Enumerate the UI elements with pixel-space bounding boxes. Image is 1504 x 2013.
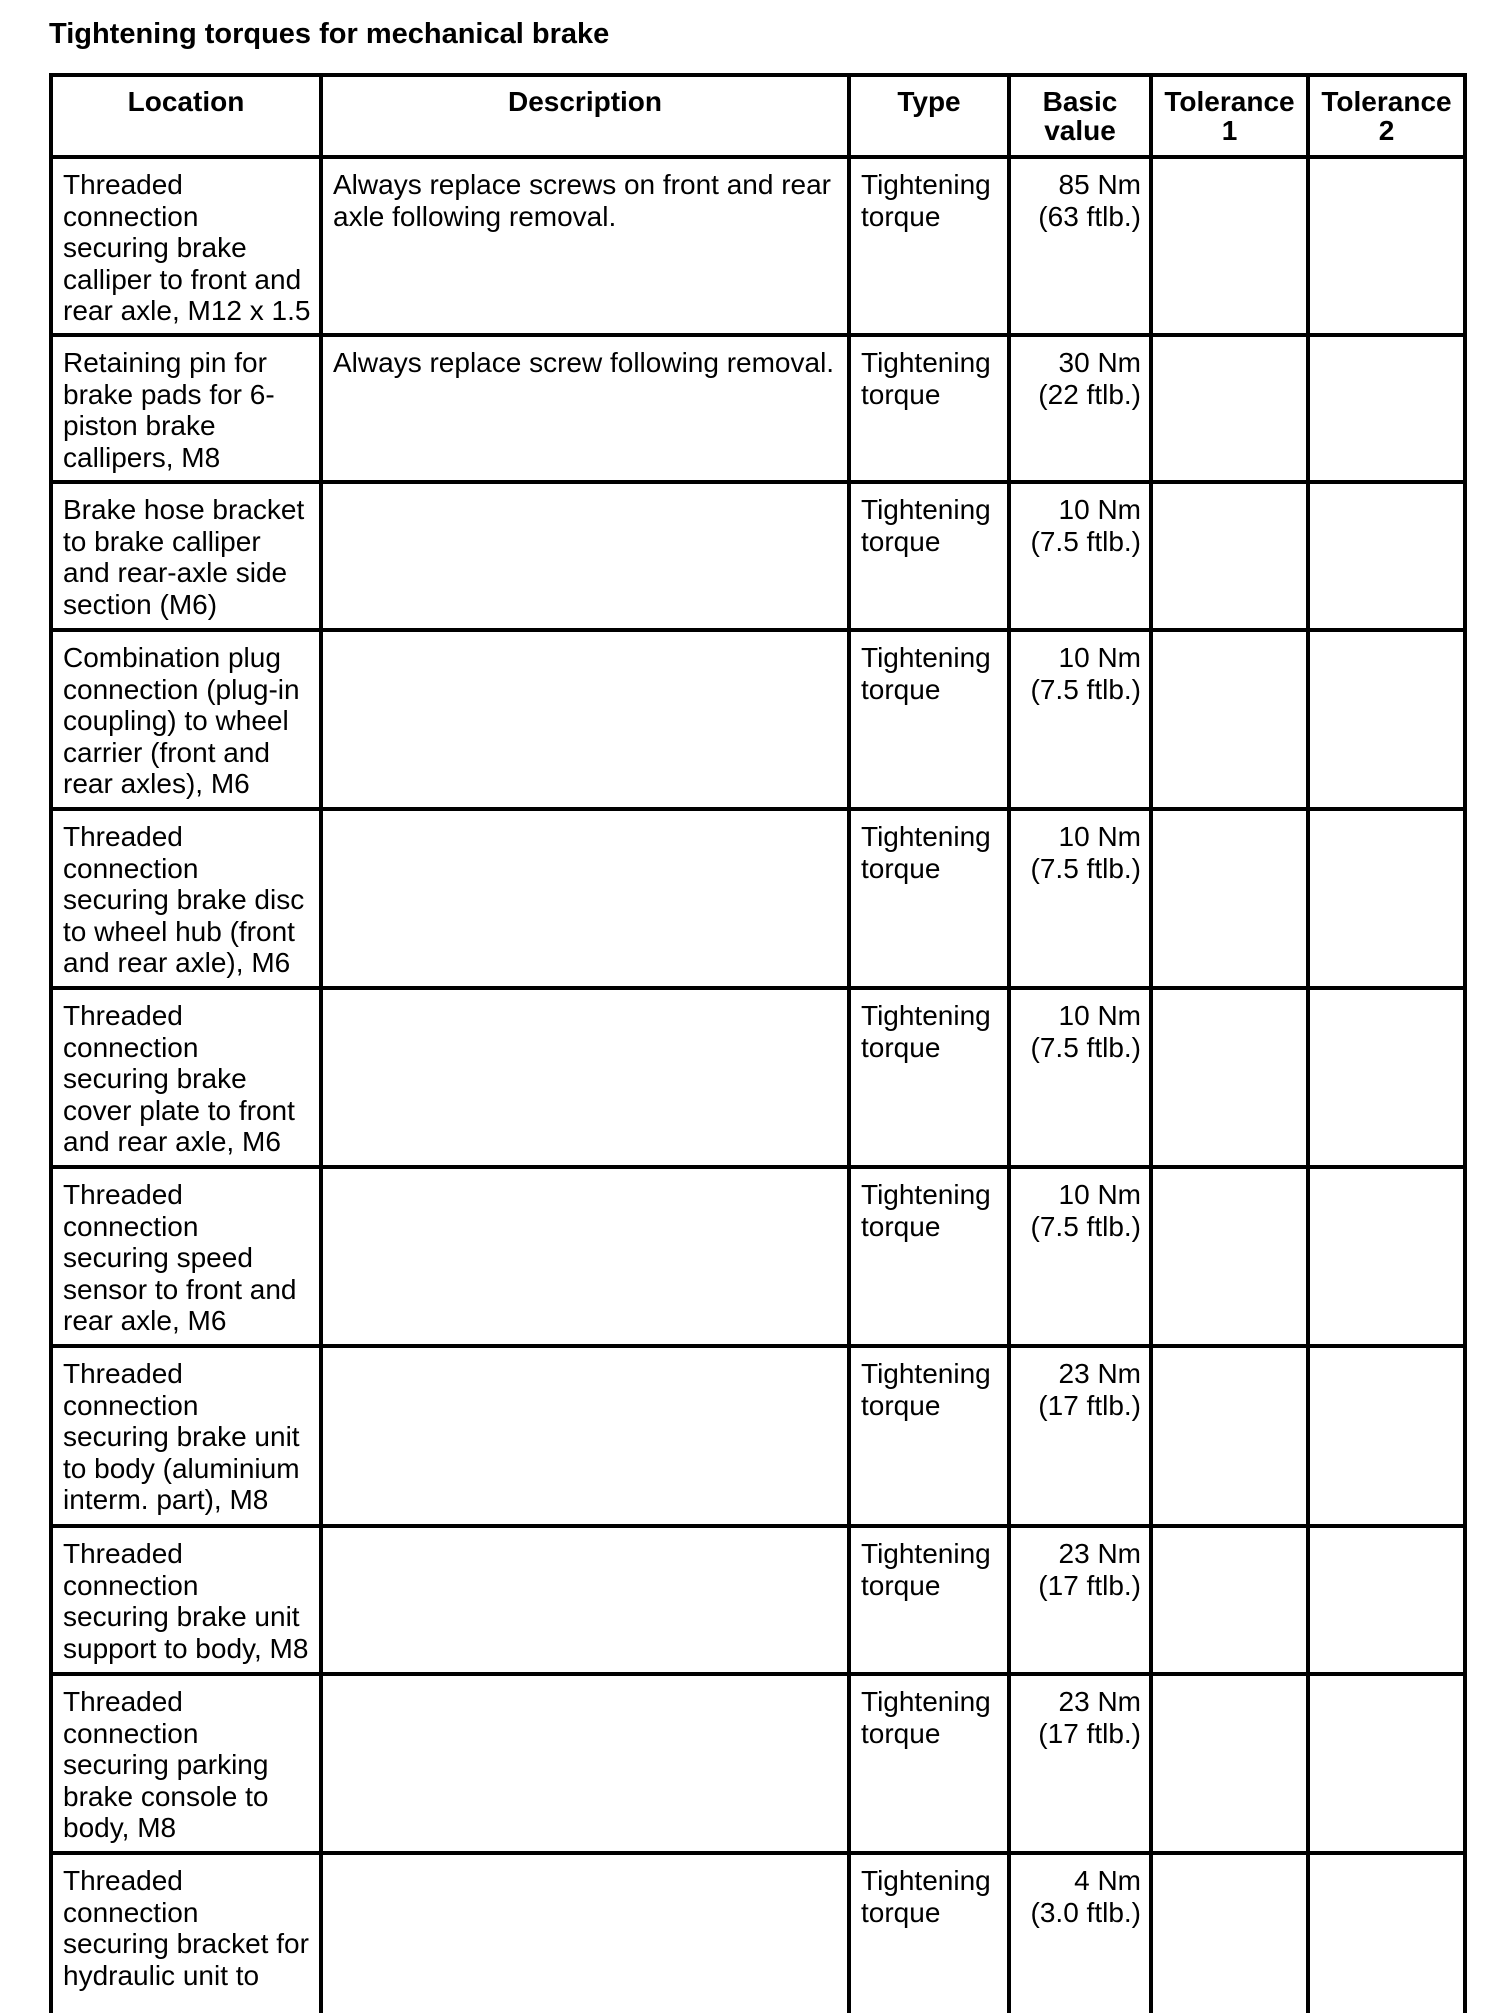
location-cell-line: connection: [63, 1210, 199, 1242]
location-cell: [51, 630, 321, 809]
basic-value-cell-line: (7.5 ftlb.): [1030, 852, 1141, 884]
tolerance-1-cell: [1151, 1526, 1308, 1674]
basic-value-cell: [1009, 1674, 1151, 1853]
tolerance-2-cell: [1308, 1167, 1465, 1346]
location-cell-line: coupling) to wheel: [63, 705, 289, 736]
type-cell-line: Tightening: [861, 821, 991, 852]
location-cell-line: and rear-axle side: [63, 557, 288, 588]
location-cell-line: Threaded: [63, 1000, 183, 1031]
basic-value-cell: [1009, 1853, 1151, 2013]
basic-value-cell-line: 30 Nm: [1058, 347, 1141, 378]
type-cell-line: torque: [861, 200, 941, 232]
table-row: [51, 1526, 1465, 1674]
type-cell-line: torque: [861, 673, 941, 705]
basic-value-cell-line: 23 Nm: [1058, 1538, 1141, 1569]
location-cell-line: piston brake: [63, 410, 216, 441]
location-cell-line: Combination plug: [63, 642, 281, 673]
location-cell-line: and rear axle), M6: [63, 947, 291, 978]
type-cell-line: Tightening: [861, 1358, 991, 1389]
tolerance-2-cell: [1308, 482, 1465, 630]
type-cell-line: Tightening: [861, 1000, 991, 1031]
location-cell-line: body, M8: [63, 1812, 177, 1843]
basic-value-cell: [1009, 482, 1151, 630]
tolerance-1-cell: [1151, 157, 1308, 335]
description-cell: [321, 1853, 849, 2013]
type-cell-line: Tightening: [861, 494, 991, 525]
tolerance-1-cell: [1151, 630, 1308, 809]
type-cell-line: torque: [861, 1896, 941, 1928]
basic-value-cell-line: (17 ftlb.): [1038, 1389, 1141, 1421]
basic-value-cell: [1009, 809, 1151, 988]
basic-value-cell-line: (63 ftlb.): [1038, 200, 1141, 232]
type-cell: [849, 988, 1009, 1167]
location-cell-line: securing brake disc: [63, 884, 305, 915]
basic-value-cell-line: (7.5 ftlb.): [1030, 673, 1141, 705]
location-cell-line: calliper to front and: [63, 263, 302, 295]
type-cell-line: Tightening: [861, 1179, 991, 1210]
basic-value-cell: [1009, 1167, 1151, 1346]
tolerance-2-cell: [1308, 1526, 1465, 1674]
basic-value-cell-line: (17 ftlb.): [1038, 1569, 1141, 1601]
type-cell: [849, 335, 1009, 482]
location-cell-line: Threaded: [63, 1179, 183, 1210]
tolerance-1-cell: [1151, 482, 1308, 630]
location-cell-line: connection: [63, 1717, 199, 1749]
table-row: [51, 988, 1465, 1167]
basic-value-cell-line: (7.5 ftlb.): [1030, 525, 1141, 557]
location-cell-line: Retaining pin for: [63, 347, 267, 378]
type-cell: [849, 157, 1009, 335]
description-cell-line: Always replace screw following removal.: [333, 347, 835, 378]
description-cell: [321, 482, 849, 630]
type-cell-line: Tightening: [861, 1686, 991, 1717]
location-cell-line: securing brake: [63, 232, 247, 263]
location-cell-line: brake pads for 6-: [63, 378, 275, 410]
location-cell-line: interm. part), M8: [63, 1484, 269, 1515]
location-cell: [51, 157, 321, 335]
location-cell-line: connection: [63, 200, 199, 232]
table-row: [51, 1167, 1465, 1346]
table-row: [51, 335, 1465, 482]
page-title: Tightening torques for mechanical brake: [49, 18, 610, 50]
location-cell-line: securing speed: [63, 1242, 253, 1273]
location-cell-line: securing brake unit: [63, 1601, 300, 1632]
basic-value-cell: [1009, 1346, 1151, 1526]
location-cell-line: connection: [63, 1031, 199, 1063]
type-cell-line: torque: [861, 1031, 941, 1063]
location-cell: [51, 1674, 321, 1853]
type-cell-line: torque: [861, 525, 941, 557]
type-cell: [849, 1853, 1009, 2013]
description-cell: [321, 335, 849, 482]
table-row: [51, 1853, 1465, 2013]
tolerance-1-cell: [1151, 988, 1308, 1167]
tolerance-2-cell: [1308, 335, 1465, 482]
type-cell-line: Tightening: [861, 169, 991, 200]
tolerance-2-cell: [1308, 157, 1465, 335]
table-body: [51, 157, 1465, 2013]
type-cell: [849, 1167, 1009, 1346]
header-row: [51, 75, 1465, 157]
basic-value-cell: [1009, 988, 1151, 1167]
type-cell: [849, 1346, 1009, 1526]
location-cell-line: Threaded: [63, 1686, 183, 1717]
description-cell: [321, 1346, 849, 1526]
location-cell-line: to brake calliper: [63, 525, 261, 557]
description-cell: [321, 1674, 849, 1853]
type-cell: [849, 482, 1009, 630]
type-cell-line: Tightening: [861, 642, 991, 673]
basic-value-cell-line: 10 Nm: [1058, 494, 1141, 525]
location-cell-line: callipers, M8: [63, 441, 221, 473]
table-row: [51, 157, 1465, 335]
location-cell-line: and rear axle, M6: [63, 1126, 281, 1157]
header-basic-value: Basic value: [1009, 75, 1151, 157]
location-cell-line: to body (aluminium: [63, 1452, 300, 1484]
location-cell-line: connection: [63, 852, 199, 884]
basic-value-cell-line: 10 Nm: [1058, 1000, 1141, 1031]
header-location: Location: [51, 75, 321, 157]
location-cell-line: connection: [63, 1896, 199, 1928]
tolerance-2-cell: [1308, 1346, 1465, 1526]
basic-value-cell: [1009, 630, 1151, 809]
location-cell-line: rear axles), M6: [63, 768, 250, 799]
table-row: [51, 482, 1465, 630]
location-cell-line: Threaded: [63, 1358, 183, 1389]
location-cell-line: connection: [63, 1569, 199, 1601]
tolerance-1-cell: [1151, 1346, 1308, 1526]
type-cell: [849, 809, 1009, 988]
type-cell-line: torque: [861, 1389, 941, 1421]
location-cell-line: to wheel hub (front: [63, 915, 295, 947]
basic-value-cell-line: 10 Nm: [1058, 821, 1141, 852]
location-cell-line: securing bracket for: [63, 1928, 309, 1959]
table-row: [51, 809, 1465, 988]
description-cell: [321, 1526, 849, 1674]
location-cell: [51, 1167, 321, 1346]
type-cell-line: torque: [861, 852, 941, 884]
location-cell-line: brake console to: [63, 1780, 269, 1812]
header-tolerance-1: Tolerance 1: [1151, 75, 1308, 157]
location-cell: [51, 809, 321, 988]
type-cell-line: torque: [861, 378, 941, 410]
table-row: [51, 1674, 1465, 1853]
description-cell: [321, 988, 849, 1167]
location-cell-line: connection: [63, 1389, 199, 1421]
description-cell: [321, 1167, 849, 1346]
location-cell-line: rear axle, M6: [63, 1305, 227, 1336]
basic-value-cell-line: (22 ftlb.): [1038, 378, 1141, 410]
description-cell-line: axle following removal.: [333, 200, 617, 232]
location-cell-line: cover plate to front: [63, 1094, 295, 1126]
location-cell-line: securing parking: [63, 1749, 269, 1780]
basic-value-cell-line: 85 Nm: [1058, 169, 1141, 200]
basic-value-cell: [1009, 1526, 1151, 1674]
type-cell-line: torque: [861, 1569, 941, 1601]
location-cell-line: Threaded: [63, 1538, 183, 1569]
tolerance-1-cell: [1151, 809, 1308, 988]
type-cell-line: torque: [861, 1717, 941, 1749]
tolerance-1-cell: [1151, 1167, 1308, 1346]
location-cell: [51, 482, 321, 630]
basic-value-cell-line: 10 Nm: [1058, 1179, 1141, 1210]
tolerance-2-cell: [1308, 1674, 1465, 1853]
location-cell: [51, 1346, 321, 1526]
type-cell: [849, 630, 1009, 809]
location-cell: [51, 1526, 321, 1674]
header-tolerance-2: Tolerance 2: [1308, 75, 1465, 157]
description-cell: [321, 157, 849, 335]
description-cell: [321, 809, 849, 988]
basic-value-cell: [1009, 157, 1151, 335]
tolerance-2-cell: [1308, 1853, 1465, 2013]
table-row: [51, 1346, 1465, 1526]
location-cell-line: sensor to front and: [63, 1273, 297, 1305]
type-cell-line: Tightening: [861, 1538, 991, 1569]
location-cell-line: connection (plug-in: [63, 673, 300, 705]
description-cell: [321, 630, 849, 809]
type-cell: [849, 1526, 1009, 1674]
location-cell-line: hydraulic unit to: [63, 1959, 260, 1991]
header-type: Type: [849, 75, 1009, 157]
torque-table: [49, 73, 1467, 2013]
location-cell-line: securing brake: [63, 1063, 247, 1094]
location-cell-line: securing brake unit: [63, 1421, 300, 1452]
basic-value-cell-line: (7.5 ftlb.): [1030, 1210, 1141, 1242]
location-cell-line: carrier (front and: [63, 736, 270, 768]
basic-value-cell-line: (3.0 ftlb.): [1030, 1896, 1141, 1928]
tolerance-1-cell: [1151, 1853, 1308, 2013]
location-cell: [51, 988, 321, 1167]
type-cell-line: Tightening: [861, 1865, 991, 1896]
tolerance-1-cell: [1151, 335, 1308, 482]
basic-value-cell-line: 23 Nm: [1058, 1686, 1141, 1717]
basic-value-cell-line: 4 Nm: [1074, 1865, 1141, 1896]
type-cell: [849, 1674, 1009, 1853]
tolerance-2-cell: [1308, 630, 1465, 809]
basic-value-cell-line: 10 Nm: [1058, 642, 1141, 673]
location-cell: [51, 1853, 321, 2013]
tolerance-2-cell: [1308, 809, 1465, 988]
tolerance-1-cell: [1151, 1674, 1308, 1853]
location-cell-line: rear axle, M12 x 1.5: [63, 295, 311, 326]
header-description: Description: [321, 75, 849, 157]
basic-value-cell-line: (7.5 ftlb.): [1030, 1031, 1141, 1063]
basic-value-cell-line: 23 Nm: [1058, 1358, 1141, 1389]
basic-value-cell: [1009, 335, 1151, 482]
location-cell-line: support to body, M8: [63, 1632, 309, 1664]
location-cell-line: section (M6): [63, 588, 218, 620]
location-cell-line: Threaded: [63, 169, 183, 200]
tolerance-2-cell: [1308, 988, 1465, 1167]
location-cell-line: Brake hose bracket: [63, 494, 305, 525]
location-cell: [51, 335, 321, 482]
description-cell-line: Always replace screws on front and rear: [333, 169, 831, 200]
type-cell-line: Tightening: [861, 347, 991, 378]
basic-value-cell-line: (17 ftlb.): [1038, 1717, 1141, 1749]
table-row: [51, 630, 1465, 809]
type-cell-line: torque: [861, 1210, 941, 1242]
location-cell-line: Threaded: [63, 821, 183, 852]
location-cell-line: Threaded: [63, 1865, 183, 1896]
